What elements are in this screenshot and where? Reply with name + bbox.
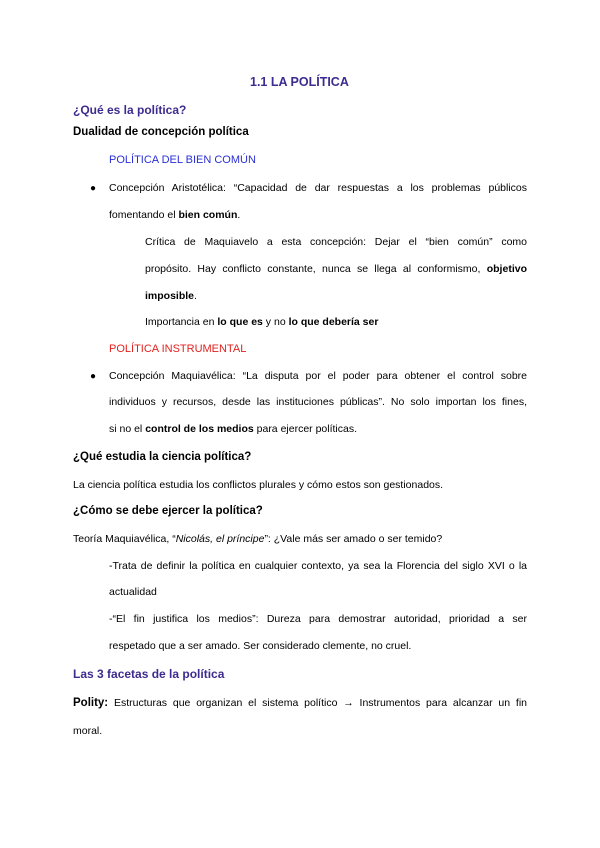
heading-instrumental: POLÍTICA INSTRUMENTAL <box>109 343 247 355</box>
critica-line-3 <box>145 290 197 302</box>
maquiavelica-line-1: Concepción Maquiavélica: “La disputa por el poder para obtener el control sobre <box>109 370 527 382</box>
heading-ciencia-politica: ¿Qué estudia la ciencia política? <box>73 451 252 463</box>
control-medios-bold: control de los medios <box>145 423 254 435</box>
fin-line-1: -“El fin justifica los medios”: Dureza para demostrar autoridad, prioridad a ser <box>109 613 527 625</box>
ciencia-politica-text: La ciencia política estudia los conflictos plurales y cómo estos son gestionados. <box>73 479 444 491</box>
polity-line-1 <box>73 697 527 709</box>
imposible-bold: imposible <box>145 290 195 302</box>
aristotelica-line-2-post: . <box>237 209 241 221</box>
heading-como-ejercer: ¿Cómo se debe ejercer la política? <box>73 505 263 517</box>
lo-que-es-bold: lo que es <box>217 316 263 328</box>
polity-label: Polity: <box>73 697 109 709</box>
teoria-pre: Teoría Maquiavélica, “ <box>73 533 176 545</box>
heading-dualidad: Dualidad de concepción política <box>73 126 249 138</box>
teoria-post: ”: ¿Vale más ser amado o ser temido? <box>264 533 443 545</box>
maquiavelica-line-2: individuos y recursos, desde las instituciones públicas”. No solo importan los fines, <box>109 396 527 408</box>
critica-line-2 <box>145 263 527 275</box>
importancia-pre: Importancia en <box>145 316 218 328</box>
heading-facetas: Las 3 facetas de la política <box>73 667 225 681</box>
maquiavelica-line-3-pre: si no el <box>109 423 146 435</box>
importancia-line <box>145 316 378 328</box>
maquiavelica-line-3 <box>109 423 357 435</box>
aristotelica-line-1: Concepción Aristotélica: “Capacidad de dar respuestas a los problemas públicos <box>109 182 527 194</box>
bullet-icon: ● <box>90 371 97 382</box>
heading-bien-comun: POLÍTICA DEL BIEN COMÚN <box>109 154 256 166</box>
critica-line-1: Crítica de Maquiavelo a esta concepción: Dejar el “bien común” como <box>145 236 527 248</box>
lo-que-deberia-ser-bold: lo que debería ser <box>288 316 379 328</box>
importancia-mid: y no <box>262 316 289 328</box>
critica-line-3-post: . <box>194 290 197 302</box>
aristotelica-line-2 <box>109 209 240 221</box>
critica-line-2-text: propósito. Hay conflicto constante, nunca se llega al conformismo, <box>145 263 487 275</box>
polity-text: Estructuras que organizan el sistema político → Instrumentos para alcanzar un fin <box>108 697 527 709</box>
question-what-is-politics: ¿Qué es la política? <box>73 103 187 117</box>
trata-line-2: actualidad <box>109 586 157 598</box>
objetivo-bold: objetivo <box>486 263 527 275</box>
teoria-line <box>73 533 442 545</box>
principe-italic: Nicolás, el príncipe <box>175 533 265 545</box>
maquiavelica-line-3-post: para ejercer políticas. <box>253 423 358 435</box>
polity-line-2: moral. <box>73 725 103 737</box>
aristotelica-line-2-pre: fomentando el <box>109 209 179 221</box>
bien-comun-bold: bien común <box>178 209 238 221</box>
page-title: 1.1 LA POLÍTICA <box>250 75 349 89</box>
bullet-icon: ● <box>90 183 97 194</box>
trata-line-1: -Trata de definir la política en cualquier contexto, ya sea la Florencia del siglo XVI o la <box>109 560 527 572</box>
fin-line-2: respetado que a ser amado. Ser considerado clemente, no cruel. <box>109 640 412 652</box>
